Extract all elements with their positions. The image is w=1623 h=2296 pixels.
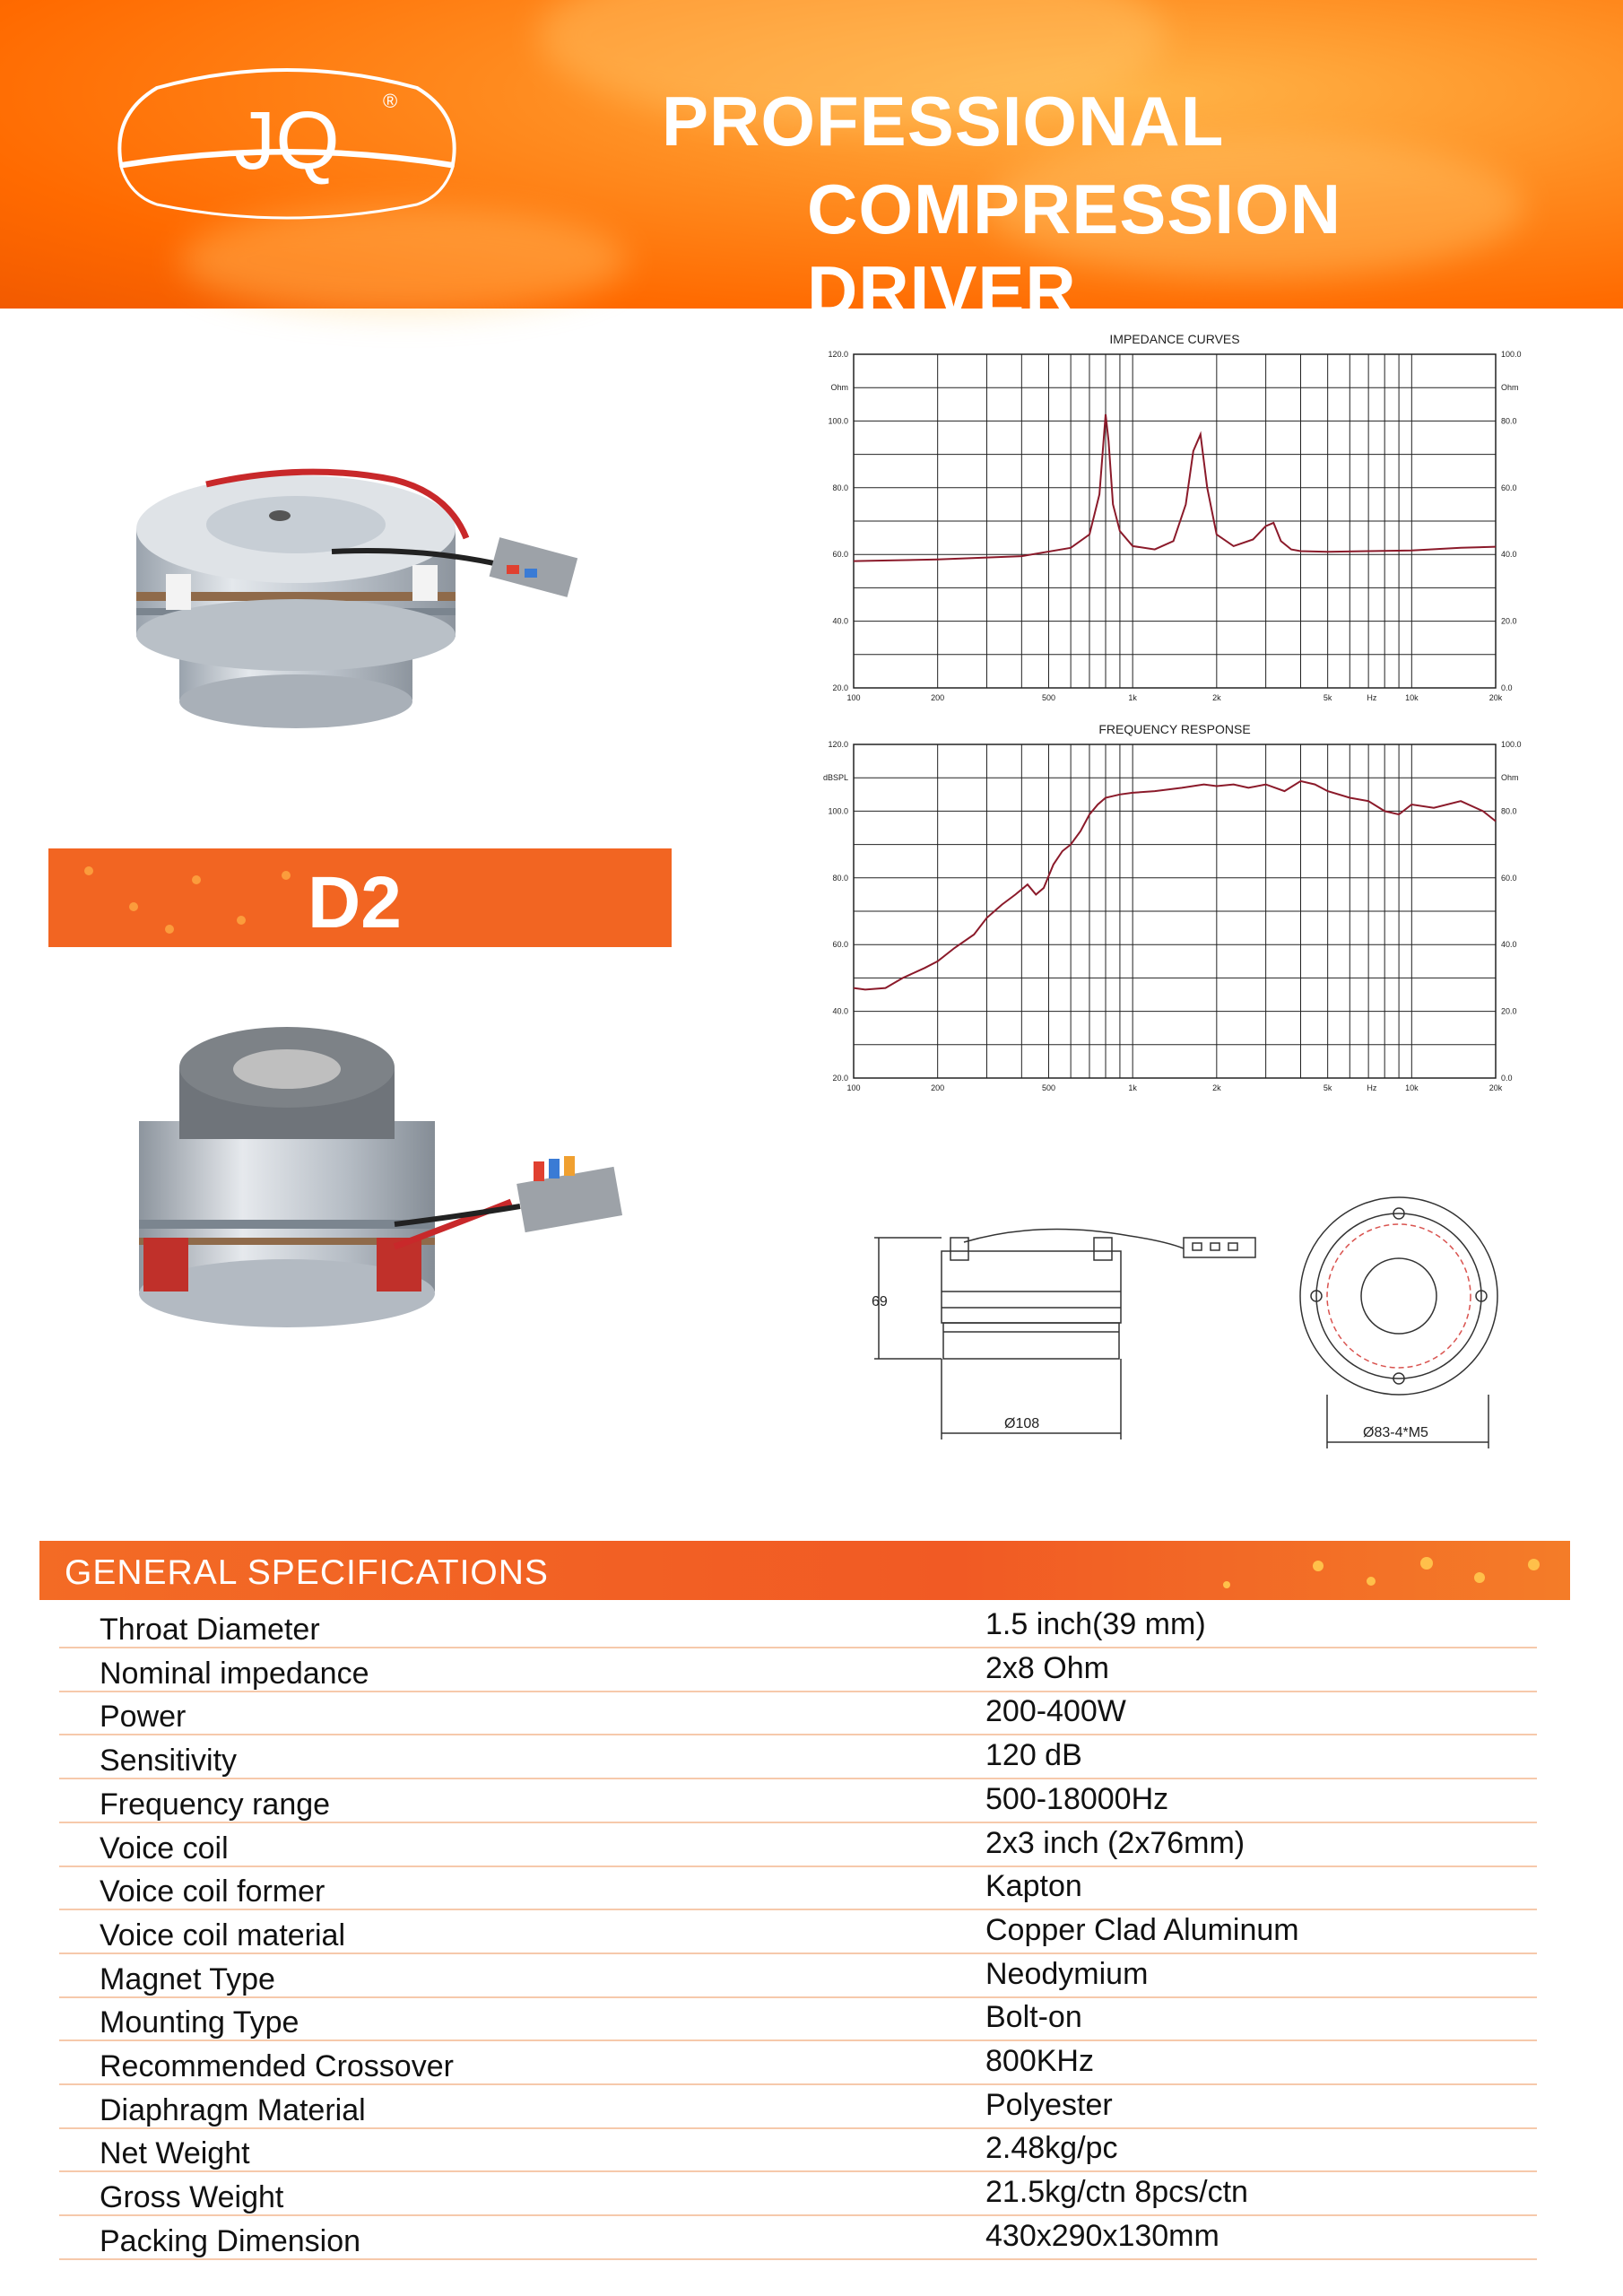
logo-text: JQ — [234, 95, 340, 187]
x-tick-label: 500 — [1041, 1083, 1056, 1092]
spec-row — [59, 1996, 1537, 2041]
y-tick-label-right: 40.0 — [1501, 940, 1517, 950]
y-tick-label-left: Ohm — [830, 383, 848, 393]
y-tick-label-right: 80.0 — [1501, 416, 1517, 426]
logo-registered: ® — [383, 90, 398, 112]
x-tick-label: Hz — [1367, 693, 1377, 702]
spec-row — [59, 1953, 1537, 1998]
model-name: D2 — [308, 862, 402, 944]
y-tick-label-right: 0.0 — [1501, 1074, 1513, 1083]
spec-row — [59, 1691, 1537, 1735]
spec-label: Nominal impedance — [100, 1656, 369, 1691]
x-tick-label: 100 — [846, 693, 861, 702]
x-tick-label: 20k — [1488, 1083, 1503, 1092]
y-tick-label-left: 40.0 — [832, 1006, 848, 1016]
chart-title: FREQUENCY RESPONSE — [1098, 722, 1251, 736]
y-tick-label-right: Ohm — [1501, 773, 1519, 783]
y-tick-label-right: 60.0 — [1501, 483, 1517, 492]
x-tick-label: 200 — [931, 1083, 945, 1092]
chart-title: IMPEDANCE CURVES — [1109, 332, 1240, 346]
dimension-mount: Ø83-4*M5 — [1363, 1425, 1428, 1440]
spec-label: Magnet Type — [100, 1961, 275, 1996]
spec-row — [59, 1604, 1537, 1648]
spec-label: Voice coil material — [100, 1918, 346, 1952]
y-tick-label-left: 100.0 — [828, 416, 848, 426]
x-tick-label: 1k — [1128, 693, 1137, 702]
y-tick-label-right: 40.0 — [1501, 550, 1517, 560]
y-tick-label-left: 120.0 — [828, 740, 848, 749]
x-tick-label: 5k — [1323, 693, 1332, 702]
spec-row — [59, 2040, 1537, 2085]
spec-row — [59, 1909, 1537, 1954]
spec-row — [59, 2084, 1537, 2129]
spec-value: 430x290x130mm — [985, 2218, 1219, 2253]
series-line — [854, 781, 1496, 990]
x-tick-label: Hz — [1367, 1083, 1377, 1092]
spec-label: Voice coil — [100, 1831, 229, 1866]
x-tick-label: 200 — [931, 693, 945, 702]
y-tick-label-left: 60.0 — [832, 550, 848, 560]
spec-label: Mounting Type — [100, 2005, 299, 2040]
spec-row — [59, 1735, 1537, 1779]
spec-value: Neodymium — [985, 1956, 1149, 1991]
spec-value: 1.5 inch(39 mm) — [985, 1607, 1206, 1641]
dimension-diameter: Ø108 — [1004, 1416, 1040, 1431]
y-tick-label-left: dBSPL — [822, 773, 848, 783]
spec-row — [59, 1779, 1537, 1823]
spec-value: 2x3 inch (2x76mm) — [985, 1825, 1245, 1860]
spec-row — [59, 2171, 1537, 2216]
x-tick-label: 10k — [1405, 693, 1419, 702]
y-tick-label-right: 80.0 — [1501, 806, 1517, 816]
spec-row — [59, 1822, 1537, 1867]
page-title-line1: PROFESSIONAL — [662, 82, 1225, 161]
x-tick-label: 1k — [1128, 1083, 1137, 1092]
frequency-response-chart — [807, 718, 1522, 1099]
spec-value: Bolt-on — [985, 2000, 1082, 2035]
spec-row — [59, 2215, 1537, 2260]
spec-label: Sensitivity — [100, 1744, 238, 1779]
y-tick-label-right: 100.0 — [1501, 740, 1522, 749]
page-title-line2: COMPRESSION DRIVER — [807, 170, 1342, 330]
y-tick-label-right: Ohm — [1501, 383, 1519, 393]
spec-value: 800KHz — [985, 2044, 1094, 2078]
x-tick-label: 500 — [1041, 693, 1056, 702]
spec-label: Net Weight — [100, 2136, 250, 2171]
spec-label: Throat Diameter — [100, 1613, 320, 1647]
spec-row — [59, 1648, 1537, 1692]
spec-value: 120 dB — [985, 1738, 1082, 1773]
spec-value: Polyester — [985, 2087, 1113, 2122]
dimension-height: 69 — [872, 1294, 888, 1309]
y-tick-label-right: 100.0 — [1501, 350, 1522, 359]
spec-label: Diaphragm Material — [100, 2092, 366, 2127]
spec-label: Recommended Crossover — [100, 2049, 454, 2083]
spec-value: 21.5kg/ctn 8pcs/ctn — [985, 2175, 1248, 2210]
y-tick-label-left: 20.0 — [832, 683, 848, 692]
spec-value: 2.48kg/pc — [985, 2131, 1118, 2166]
x-tick-label: 20k — [1488, 693, 1503, 702]
y-tick-label-left: 80.0 — [832, 483, 848, 492]
spec-value: Copper Clad Aluminum — [985, 1912, 1299, 1947]
y-tick-label-left: 100.0 — [828, 806, 848, 816]
spec-row — [59, 1866, 1537, 1910]
front-dimension-drawing — [1291, 1193, 1506, 1453]
impedance-chart — [807, 327, 1522, 709]
y-tick-label-left: 40.0 — [832, 616, 848, 626]
spec-label: Voice coil former — [100, 1874, 325, 1909]
y-tick-label-left: 120.0 — [828, 350, 848, 359]
side-dimension-drawing — [861, 1202, 1273, 1453]
y-tick-label-left: 80.0 — [832, 873, 848, 883]
spec-label: Frequency range — [100, 1787, 331, 1822]
specs-title: GENERAL SPECIFICATIONS — [65, 1553, 549, 1592]
product-photo-bottom — [126, 1013, 655, 1345]
brand-logo — [103, 61, 471, 227]
spec-value: 2x8 Ohm — [985, 1650, 1109, 1685]
product-photo-top — [126, 466, 646, 735]
spec-value: 500-18000Hz — [985, 1781, 1169, 1816]
x-tick-label: 2k — [1212, 693, 1221, 702]
x-tick-label: 10k — [1405, 1083, 1419, 1092]
spec-label: Packing Dimension — [100, 2223, 361, 2258]
x-tick-label: 5k — [1323, 1083, 1332, 1092]
spec-label: Power — [100, 1700, 187, 1735]
spec-label: Gross Weight — [100, 2180, 284, 2215]
y-tick-label-right: 20.0 — [1501, 616, 1517, 626]
spec-value: Kapton — [985, 1869, 1082, 1904]
spec-row — [59, 2127, 1537, 2172]
x-tick-label: 2k — [1212, 1083, 1221, 1092]
y-tick-label-left: 60.0 — [832, 940, 848, 950]
spec-value: 200-400W — [985, 1694, 1126, 1729]
y-tick-label-right: 0.0 — [1501, 683, 1513, 692]
y-tick-label-left: 20.0 — [832, 1074, 848, 1083]
y-tick-label-right: 20.0 — [1501, 1006, 1517, 1016]
x-tick-label: 100 — [846, 1083, 861, 1092]
y-tick-label-right: 60.0 — [1501, 873, 1517, 883]
